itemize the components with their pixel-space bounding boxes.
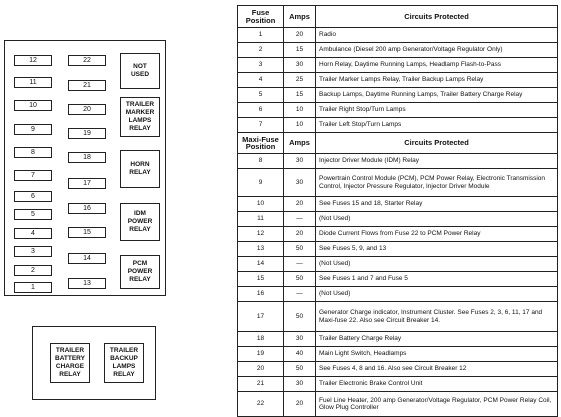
- fuse-15: 15: [68, 227, 106, 238]
- table-row: [238, 154, 558, 169]
- table-row: [238, 347, 558, 362]
- header-amps: Amps: [284, 133, 316, 154]
- cell-desc: Diode Current Flows from Fuse 22 to PCM Power Relay: [316, 227, 558, 242]
- cell-amps: 30: [284, 377, 316, 392]
- cell-amps: 15: [284, 43, 316, 58]
- table-row: [238, 377, 558, 392]
- cell-desc: Main Light Switch, Headlamps: [316, 347, 558, 362]
- cell-desc: Trailer Battery Charge Relay: [316, 332, 558, 347]
- table-row: [238, 302, 558, 332]
- cell-pos: 14: [238, 257, 284, 272]
- cell-desc: Trailer Electronic Brake Control Unit: [316, 377, 558, 392]
- cell-desc: Horn Relay, Daytime Running Lamps, Headlamp Flash-to-Pass: [316, 58, 558, 73]
- table-row: [238, 212, 558, 227]
- cell-desc: Powertrain Control Module (PCM), PCM Power Relay, Electronic Transmission Control, Injector Pressure Regulator, Injector Driver Module: [316, 169, 558, 197]
- cell-pos: 9: [238, 169, 284, 197]
- cell-amps: 30: [284, 169, 316, 197]
- relay-1: NOT USED: [120, 53, 160, 89]
- relay-2: TRAILER MARKER LAMPS RELAY: [120, 97, 160, 137]
- cell-pos: 17: [238, 302, 284, 332]
- table-row: [238, 58, 558, 73]
- header-position: Fuse Position: [238, 6, 284, 28]
- cell-pos: 8: [238, 154, 284, 169]
- table-row: [238, 197, 558, 212]
- cell-pos: 5: [238, 88, 284, 103]
- header-amps: Amps: [284, 6, 316, 28]
- cell-desc: Injector Driver Module (IDM) Relay: [316, 154, 558, 169]
- cell-pos: 21: [238, 377, 284, 392]
- cell-amps: 20: [284, 392, 316, 417]
- table-row: [238, 103, 558, 118]
- table-row: [238, 169, 558, 197]
- cell-desc: See Fuses 1 and 7 and Fuse 5: [316, 272, 558, 287]
- fuse-7: 7: [14, 170, 52, 181]
- table-header-row: [238, 6, 558, 28]
- fuse-13: 13: [68, 278, 106, 289]
- cell-pos: 7: [238, 118, 284, 133]
- cell-desc: Trailer Marker Lamps Relay, Trailer Backup Lamps Relay: [316, 73, 558, 88]
- cell-pos: 6: [238, 103, 284, 118]
- cell-pos: 11: [238, 212, 284, 227]
- fuse-17: 17: [68, 178, 106, 189]
- cell-pos: 3: [238, 58, 284, 73]
- table-row: [238, 118, 558, 133]
- cell-amps: 20: [284, 227, 316, 242]
- cell-amps: 20: [284, 197, 316, 212]
- fuse-3: 3: [14, 246, 52, 257]
- cell-amps: 50: [284, 242, 316, 257]
- cell-desc: Trailer Right Stop/Turn Lamps: [316, 103, 558, 118]
- fuse-5: 5: [14, 209, 52, 220]
- fuse-12: 12: [14, 55, 52, 66]
- fuse-9: 9: [14, 124, 52, 135]
- table-row: [238, 392, 558, 417]
- cell-pos: 22: [238, 392, 284, 417]
- relay-3: HORN RELAY: [120, 150, 160, 188]
- header-circuits: Circuits Protected: [316, 6, 558, 28]
- header-circuits: Circuits Protected: [316, 133, 558, 154]
- cell-pos: 4: [238, 73, 284, 88]
- cell-amps: 30: [284, 58, 316, 73]
- table-row: [238, 88, 558, 103]
- relay-trailer-backup-lamps: TRAILER BACKUP LAMPS RELAY: [104, 343, 144, 383]
- cell-pos: 19: [238, 347, 284, 362]
- cell-amps: —: [284, 257, 316, 272]
- fuse-11: 11: [14, 77, 52, 88]
- table-row: [238, 28, 558, 43]
- cell-desc: Fuel Line Heater, 200 amp Generator/Voltage Regulator, PCM Power Relay Coil, Glow Plug Controller: [316, 392, 558, 417]
- cell-amps: 30: [284, 332, 316, 347]
- cell-amps: 10: [284, 118, 316, 133]
- cell-amps: 50: [284, 272, 316, 287]
- fuse-4: 4: [14, 228, 52, 239]
- cell-pos: 10: [238, 197, 284, 212]
- cell-pos: 15: [238, 272, 284, 287]
- cell-pos: 16: [238, 287, 284, 302]
- table-header-row: [238, 133, 558, 154]
- fuse-18: 18: [68, 152, 106, 163]
- cell-desc: Ambulance (Diesel 200 amp Generator/Voltage Regulator Only): [316, 43, 558, 58]
- cell-desc: (Not Used): [316, 287, 558, 302]
- fuse-1: 1: [14, 282, 52, 293]
- fuse-10: 10: [14, 100, 52, 111]
- fuse-6: 6: [14, 191, 52, 202]
- cell-amps: 40: [284, 347, 316, 362]
- header-position: Maxi-Fuse Position: [238, 133, 284, 154]
- cell-desc: See Fuses 15 and 18, Starter Relay: [316, 197, 558, 212]
- cell-pos: 18: [238, 332, 284, 347]
- table-row: [238, 332, 558, 347]
- cell-pos: 20: [238, 362, 284, 377]
- relay-5: PCM POWER RELAY: [120, 255, 160, 289]
- cell-pos: 13: [238, 242, 284, 257]
- cell-desc: (Not Used): [316, 212, 558, 227]
- fuse-19: 19: [68, 128, 106, 139]
- table-row: [238, 242, 558, 257]
- cell-desc: Radio: [316, 28, 558, 43]
- cell-amps: 15: [284, 88, 316, 103]
- relay-trailer-battery-charge: TRAILER BATTERY CHARGE RELAY: [50, 343, 90, 383]
- fuse-14: 14: [68, 253, 106, 264]
- fuse-22: 22: [68, 55, 106, 66]
- fuse-21: 21: [68, 80, 106, 91]
- cell-pos: 12: [238, 227, 284, 242]
- cell-desc: See Fuses 5, 9, and 13: [316, 242, 558, 257]
- cell-desc: Generator Charge indicator, Instrument Cluster. See Fuses 2, 3, 6, 11, 17 and Maxi-fuse 22. Also see Circuit Breaker 14.: [316, 302, 558, 332]
- cell-amps: —: [284, 287, 316, 302]
- fuse-20: 20: [68, 104, 106, 115]
- fuse-2: 2: [14, 265, 52, 276]
- table-row: [238, 272, 558, 287]
- cell-desc: Backup Lamps, Daytime Running Lamps, Trailer Battery Charge Relay: [316, 88, 558, 103]
- cell-amps: 25: [284, 73, 316, 88]
- fuse-8: 8: [14, 147, 52, 158]
- cell-amps: —: [284, 212, 316, 227]
- table-row: [238, 257, 558, 272]
- fuse-table: [237, 5, 558, 417]
- cell-amps: 20: [284, 28, 316, 43]
- cell-desc: See Fuses 4, 8 and 16. Also see Circuit Breaker 12: [316, 362, 558, 377]
- table-row: [238, 362, 558, 377]
- cell-pos: 1: [238, 28, 284, 43]
- cell-amps: 50: [284, 302, 316, 332]
- table-row: [238, 227, 558, 242]
- table-row: [238, 43, 558, 58]
- cell-desc: (Not Used): [316, 257, 558, 272]
- cell-amps: 10: [284, 103, 316, 118]
- cell-pos: 2: [238, 43, 284, 58]
- cell-desc: Trailer Left Stop/Turn Lamps: [316, 118, 558, 133]
- table-row: [238, 287, 558, 302]
- cell-amps: 30: [284, 154, 316, 169]
- table-row: [238, 73, 558, 88]
- relay-4: IDM POWER RELAY: [120, 203, 160, 241]
- cell-amps: 50: [284, 362, 316, 377]
- fuse-16: 16: [68, 203, 106, 214]
